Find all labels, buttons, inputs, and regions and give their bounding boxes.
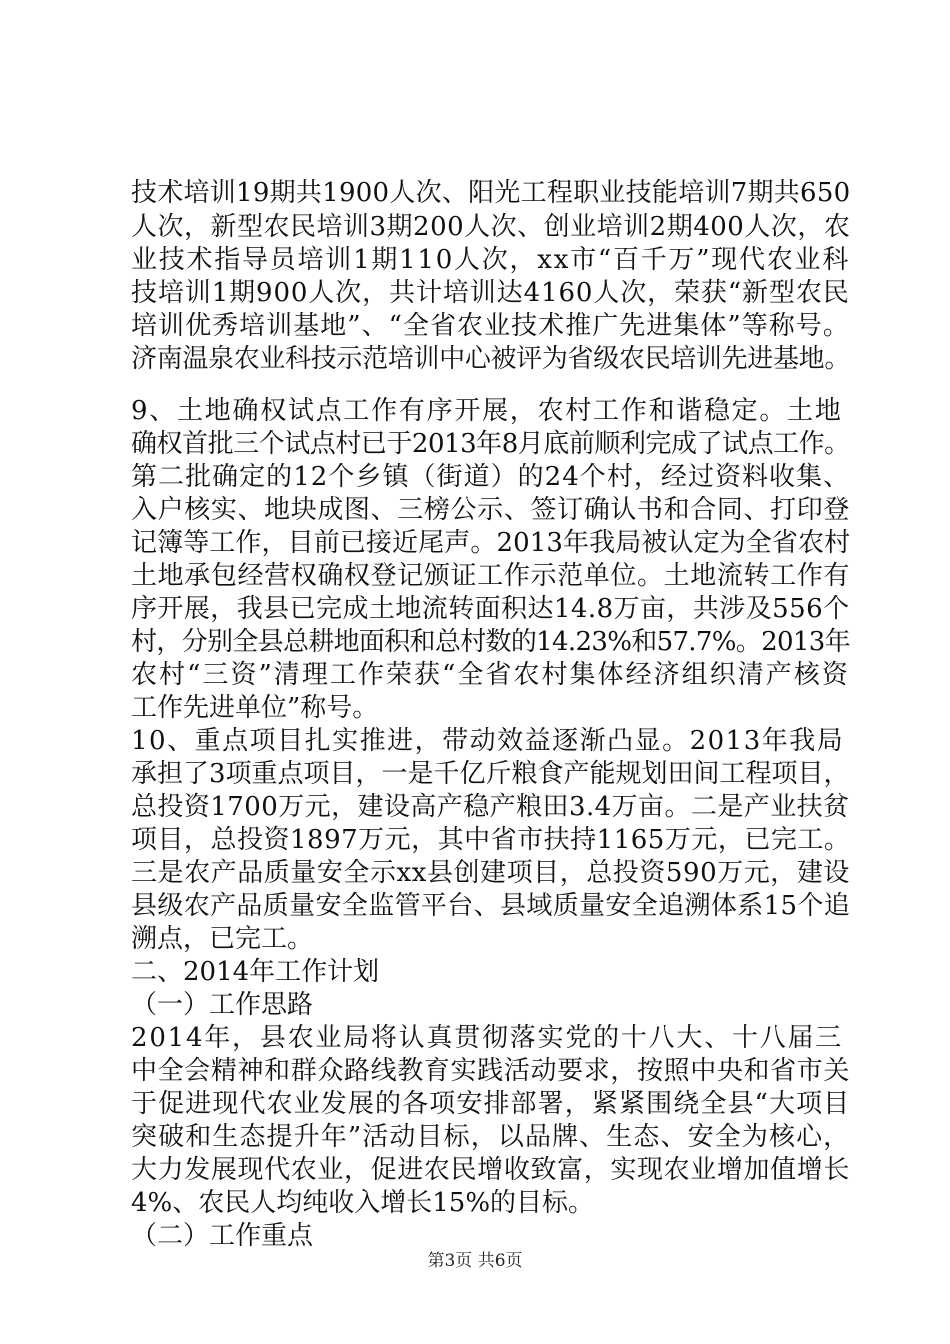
- text-line: 技培训1期900人次，共计培训达4160人次，荣获“新型农民: [131, 278, 850, 308]
- text-line: 济南温泉农业科技示范培训中心被评为省级农民培训先进基地。: [131, 344, 851, 374]
- text-line: 确权首批三个试点村已于2013年8月底前顺利完成了试点工作。: [131, 429, 850, 459]
- text-line: 序开展，我县已完成土地流转面积达14.8万亩，共涉及556个: [131, 594, 850, 624]
- text-line: 业技术指导员培训1期110人次，xx市“百千万”现代农业科: [131, 245, 851, 275]
- text-line: 于促进现代农业发展的各项安排部署，紧紧围绕全县“大项目: [131, 1089, 851, 1119]
- text-line: 突破和生态提升年”活动目标，以品牌、生态、安全为核心，: [131, 1122, 851, 1152]
- text-line: 农村“三资”清理工作荣获“全省农村集体经济组织清产核资: [131, 660, 850, 690]
- text-line: 4%、农民人均纯收入增长15%的目标。: [131, 1188, 595, 1218]
- text-line: 承担了3项重点项目，一是千亿斤粮食产能规划田间工程项目，: [131, 759, 850, 789]
- text-line: 总投资1700万元，建设高产稳产粮田3.4万亩。二是产业扶贫: [131, 792, 850, 822]
- text-line: 溯点，已完工。: [131, 924, 314, 954]
- text-line: 9、土地确权试点工作有序开展，农村工作和谐稳定。土地: [131, 396, 843, 426]
- text-line: 二、2014年工作计划: [131, 957, 380, 987]
- text-line: 2014年，县农业局将认真贯彻落实党的十八大、十八届三: [131, 1023, 844, 1053]
- text-line: 土地承包经营权确权登记颁证工作示范单位。土地流转工作有: [131, 561, 851, 591]
- text-line: 工作先进单位”称号。: [131, 693, 379, 723]
- text-line: 三是农产品质量安全示xx县创建项目，总投资590万元，建设: [131, 858, 850, 888]
- text-line: 村，分别全县总耕地面积和总村数的14.23%和57.7%。2013年: [131, 627, 850, 657]
- text-line: 10、重点项目扎实推进，带动效益逐渐凸显。2013年我局: [131, 726, 845, 756]
- text-line: （二）工作重点: [131, 1221, 314, 1251]
- text-line: 入户核实、地块成图、三榜公示、签订确认书和合同、打印登: [131, 495, 851, 525]
- text-line: 县级农产品质量安全监管平台、县域质量安全追溯体系15个追: [131, 891, 851, 921]
- text-line: 人次，新型农民培训3期200人次、创业培训2期400人次，农: [131, 212, 851, 242]
- page-footer: 第3页 共6页: [427, 1251, 523, 1271]
- text-line: 大力发展现代农业，促进农民增收致富，实现农业增加值增长: [131, 1155, 851, 1185]
- text-line: 项目，总投资1897万元，其中省市扶持1165万元，已完工。: [131, 825, 851, 855]
- text-line: （一）工作思路: [131, 990, 314, 1020]
- text-line: 第二批确定的12个乡镇（街道）的24个村，经过资料收集、: [131, 462, 851, 492]
- text-line: 技术培训19期共1900人次、阳光工程职业技能培训7期共650: [131, 178, 851, 208]
- text-line: 记簿等工作，目前已接近尾声。2013年我局被认定为全省农村: [131, 528, 851, 558]
- text-line: 培训优秀培训基地”、“全省农业技术推广先进集体”等称号。: [131, 311, 850, 341]
- text-line: 中全会精神和群众路线教育实践活动要求，按照中央和省市关: [131, 1056, 851, 1086]
